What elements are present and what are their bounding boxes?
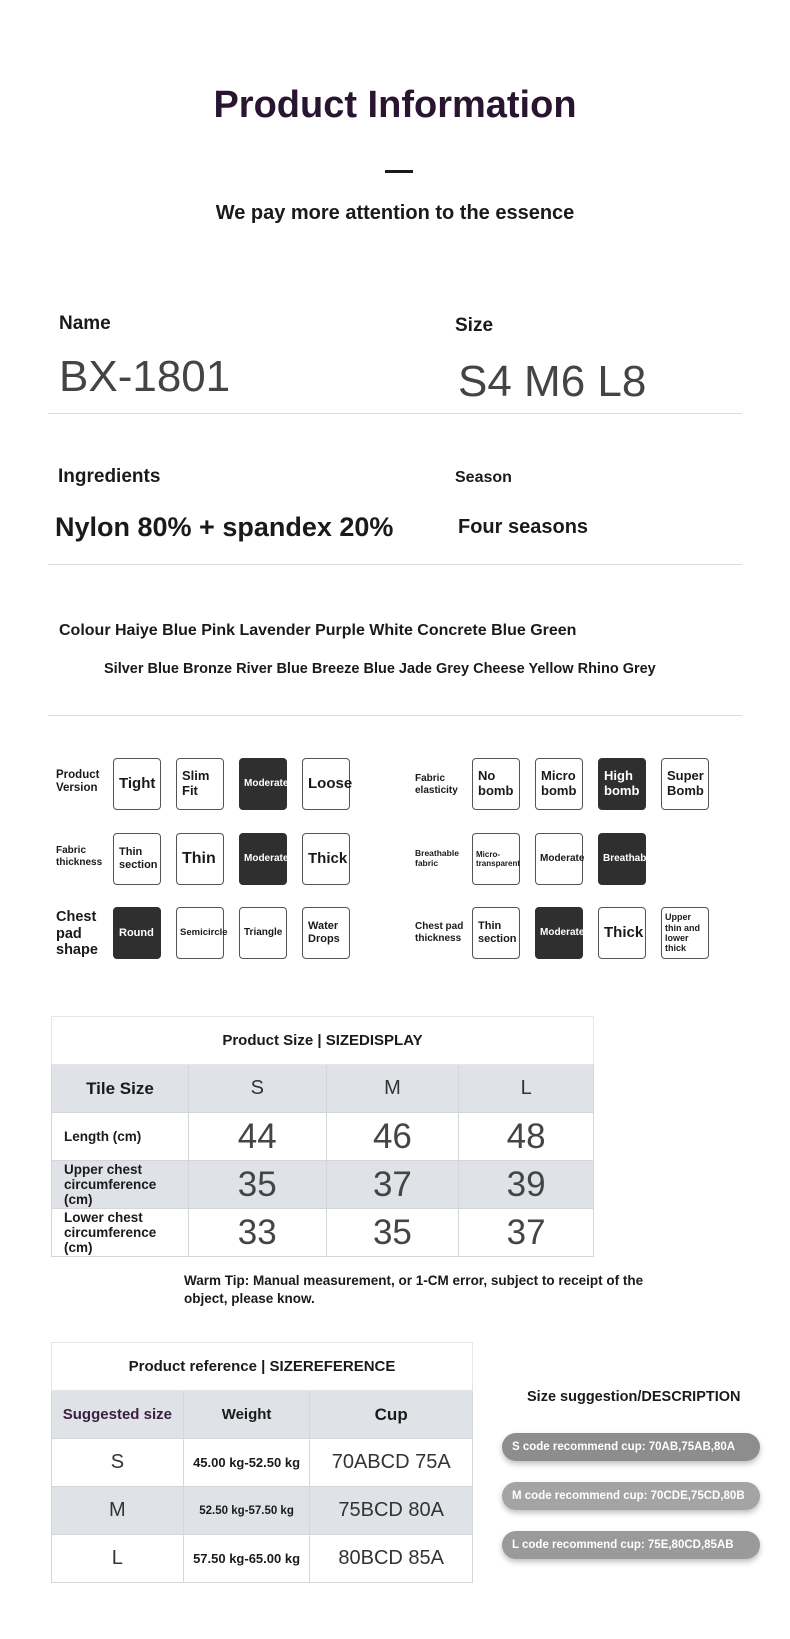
table-cell: 35 xyxy=(188,1161,326,1209)
table-cell: 37 xyxy=(326,1161,459,1209)
spec-divider-3 xyxy=(48,715,742,716)
table-header: Suggested size xyxy=(52,1391,184,1439)
table-header: Tile Size xyxy=(52,1065,189,1113)
table-cell: 45.00 kg-52.50 kg xyxy=(183,1439,310,1487)
option-no-bomb: No bomb xyxy=(472,758,520,810)
size-value: S4 M6 L8 xyxy=(458,357,647,406)
colour-line-1: Colour Haiye Blue Pink Lavender Purple White Concrete Blue Green xyxy=(59,622,577,639)
table-cell: 70ABCD 75A xyxy=(310,1439,473,1487)
table-cell: L xyxy=(52,1535,184,1583)
ingredients-value: Nylon 80% + spandex 20% xyxy=(55,512,394,542)
table-cell: 33 xyxy=(188,1209,326,1257)
table-header: Weight xyxy=(183,1391,310,1439)
title-divider xyxy=(385,170,413,173)
fabric-elasticity-label: Fabric elasticity xyxy=(415,773,458,796)
option-thick: Thick xyxy=(302,833,350,885)
page-subtitle: We pay more attention to the essence xyxy=(215,202,575,224)
table-cell: 39 xyxy=(459,1161,594,1209)
table-cell: M xyxy=(52,1487,184,1535)
chest-pad-thickness-label: Chest pad thickness xyxy=(415,921,464,944)
reference-table-caption: Product reference | SIZEREFERENCE xyxy=(52,1343,473,1391)
option-thin-section: Thin section xyxy=(113,833,161,885)
product-version-label: Product Version xyxy=(56,769,100,795)
option-breathable-selected: Breathable xyxy=(598,833,646,885)
colour-line-2: Silver Blue Bronze River Blue Breeze Blue Jade Grey Cheese Yellow Rhino Grey xyxy=(104,661,656,677)
option-semicircle: Semicircle xyxy=(176,907,224,959)
name-value: BX-1801 xyxy=(59,352,231,401)
option-upper-thin-lower-thick: Upper thin and lower thick xyxy=(661,907,709,959)
table-header: L xyxy=(459,1065,594,1113)
season-value: Four seasons xyxy=(458,516,589,538)
suggestion-pill: L code recommend cup: 75E,80CD,85AB xyxy=(502,1531,760,1559)
table-header: M xyxy=(326,1065,459,1113)
option-thin-section: Thin section xyxy=(472,907,520,959)
table-cell: 57.50 kg-65.00 kg xyxy=(183,1535,310,1583)
size-label: Size xyxy=(455,315,494,336)
table-cell: 44 xyxy=(188,1113,326,1161)
option-moderate-selected: Moderate xyxy=(239,833,287,885)
option-moderate-selected: Moderate xyxy=(535,907,583,959)
option-slim-fit: Slim Fit xyxy=(176,758,224,810)
option-high-bomb-selected: High bomb xyxy=(598,758,646,810)
table-cell: 48 xyxy=(459,1113,594,1161)
size-table-caption: Product Size | SIZEDISPLAY xyxy=(52,1017,594,1065)
table-cell: 52.50 kg-57.50 kg xyxy=(183,1487,310,1535)
ingredients-label: Ingredients xyxy=(58,466,161,487)
size-table xyxy=(51,1016,594,1257)
suggestion-pill: S code recommend cup: 70AB,75AB,80A xyxy=(502,1433,760,1461)
option-water-drops: Water Drops xyxy=(302,907,350,959)
option-thin: Thin xyxy=(176,833,224,885)
suggestion-title: Size suggestion/DESCRIPTION xyxy=(527,1389,741,1405)
option-loose: Loose xyxy=(302,758,350,810)
table-cell: 75BCD 80A xyxy=(310,1487,473,1535)
table-cell: S xyxy=(52,1439,184,1487)
table-cell: 80BCD 85A xyxy=(310,1535,473,1583)
table-header: Cup xyxy=(310,1391,473,1439)
table-cell: 37 xyxy=(459,1209,594,1257)
option-tight: Tight xyxy=(113,758,161,810)
option-round-selected: Round xyxy=(113,907,161,959)
option-micro-bomb: Micro bomb xyxy=(535,758,583,810)
option-triangle: Triangle xyxy=(239,907,287,959)
option-micro-transparent: Micro-transparent xyxy=(472,833,520,885)
name-label: Name xyxy=(59,313,111,334)
table-cell: 35 xyxy=(326,1209,459,1257)
spec-divider-2 xyxy=(48,564,742,565)
option-thick: Thick xyxy=(598,907,646,959)
table-row-label: Length (cm) xyxy=(52,1113,189,1161)
table-header: S xyxy=(188,1065,326,1113)
spec-divider-1 xyxy=(48,413,742,414)
warm-tip: Warm Tip: Manual measurement, or 1-CM error, subject to receipt of the object, please know. xyxy=(184,1273,644,1306)
fabric-thickness-label: Fabric thickness xyxy=(56,845,103,868)
chest-pad-shape-label: Chest pad shape xyxy=(56,909,98,959)
page-title: Product Information xyxy=(213,84,577,126)
suggestion-pill: M code recommend cup: 70CDE,75CD,80B xyxy=(502,1482,760,1510)
option-super-bomb: Super Bomb xyxy=(661,758,709,810)
reference-table xyxy=(51,1342,473,1583)
season-label: Season xyxy=(455,469,512,486)
table-cell: 46 xyxy=(326,1113,459,1161)
table-row-label: Upper chest circumference (cm) xyxy=(52,1161,189,1209)
table-row-label: Lower chest circumference (cm) xyxy=(52,1209,189,1257)
option-moderate: Moderate xyxy=(535,833,583,885)
breathable-fabric-label: Breathable fabric xyxy=(415,848,459,868)
option-moderate-selected: Moderate xyxy=(239,758,287,810)
